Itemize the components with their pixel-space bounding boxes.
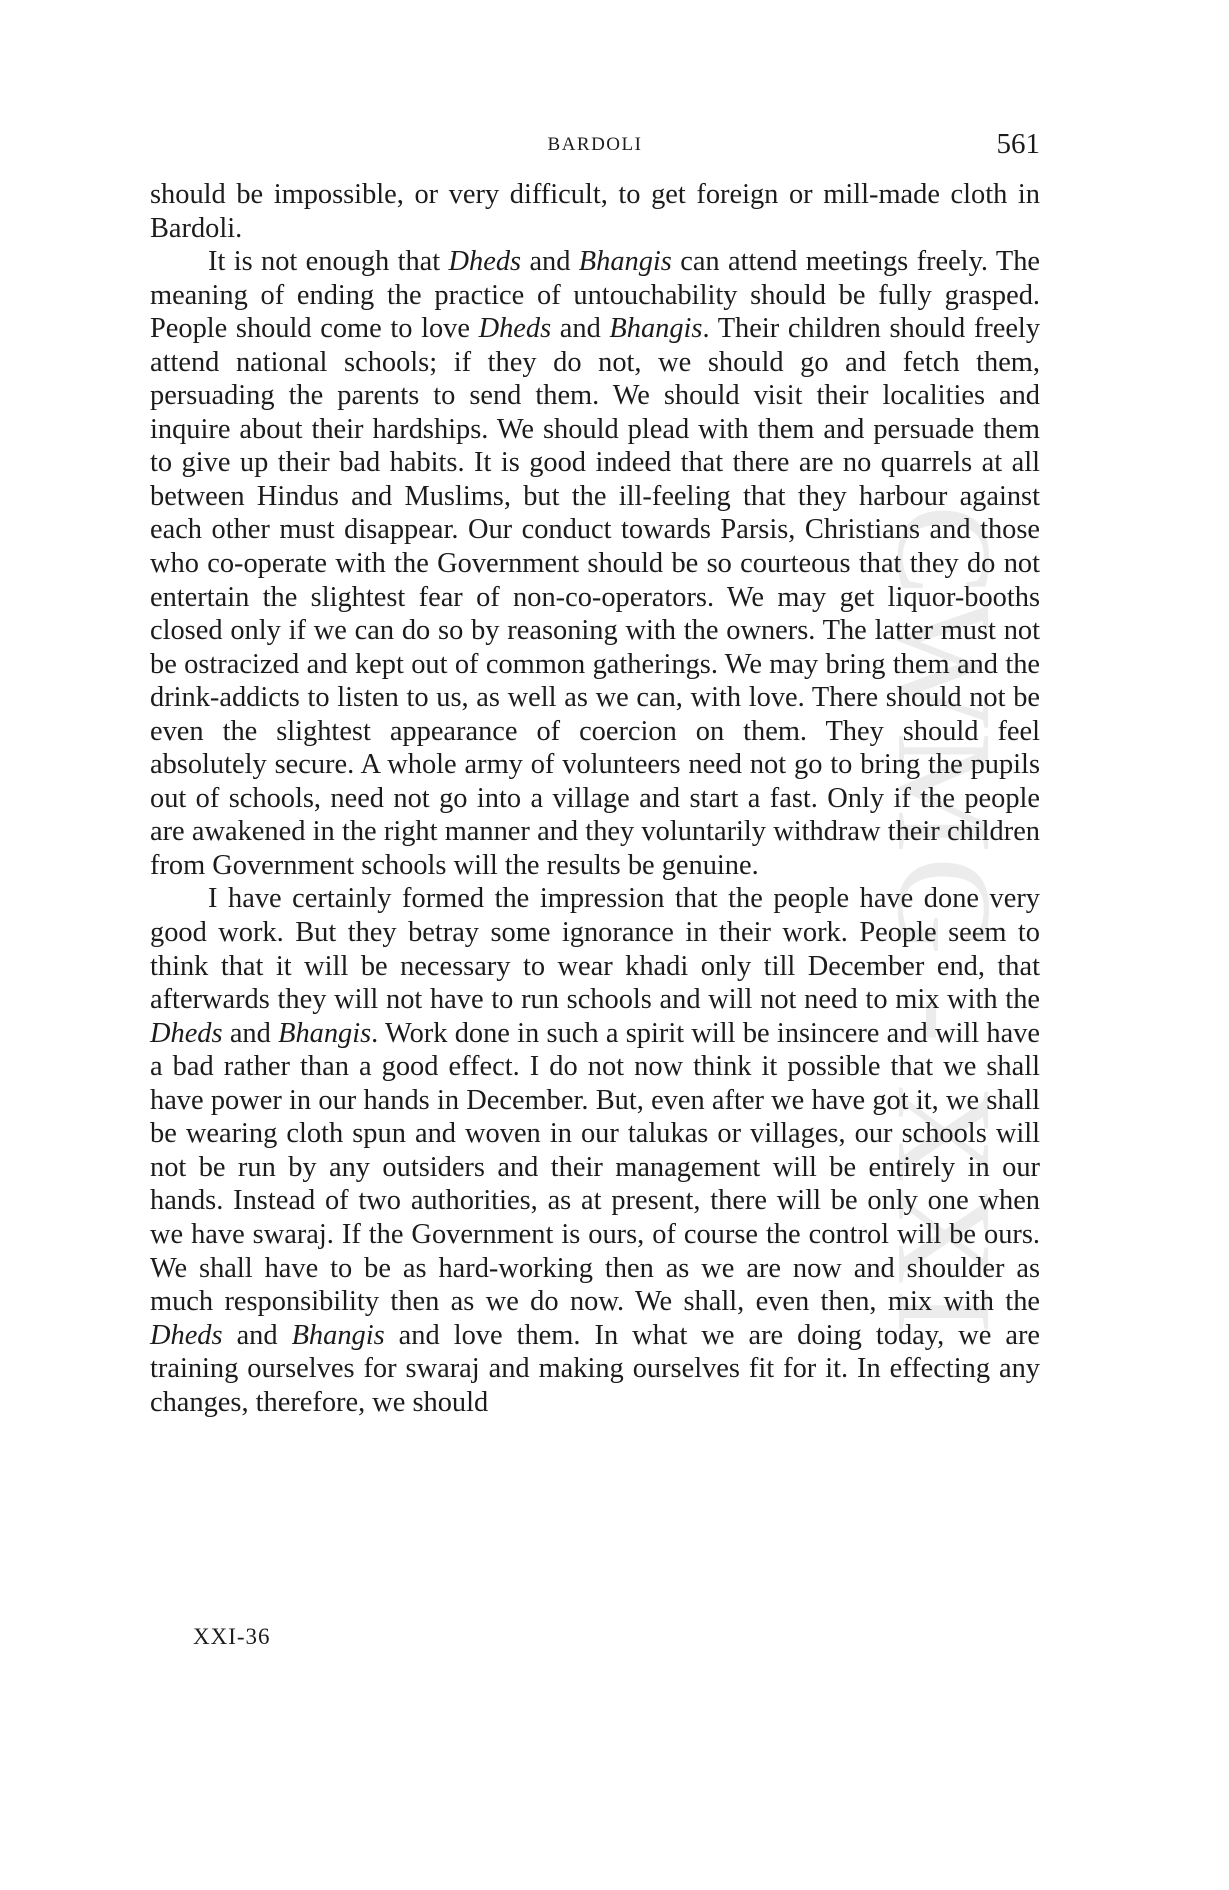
- italic-term: Dheds: [150, 1319, 223, 1351]
- running-title: BARDOLI: [547, 134, 643, 155]
- italic-term: Dheds: [478, 313, 552, 345]
- paragraph: [150, 245, 1040, 882]
- body-text: [150, 178, 1040, 1419]
- text-run: I have certainly formed the impression that the people have done very good work. But they betray some ignorance in their work. People seem to think that it will be necessary to wear khadi only till December end, that afterwards they will not have to run schools and will not need to mix with the: [150, 883, 1040, 1016]
- italic-term: Bhangis: [278, 1017, 372, 1049]
- text-run: and: [551, 313, 610, 345]
- italic-term: Dheds: [448, 246, 522, 278]
- text-run: . Work done in such a spirit will be insincere and will have a bad rather than a good effect. I do not now think it possible that we shall have power in our hands in December. But, even after we have got it, we shall be wearing cloth spun and woven in our talukas or villages, our schools will not be run by any outsiders and their management will be entirely in our hands. Instead of two authorities, as at present, there will be only one when we have swaraj. If the Government is ours, of course the control will be ours. We shall have to be as hard-working then as we are now and shoulder as much responsibility then as we do now. We shall, even then, mix with the: [150, 1017, 1040, 1318]
- text-run: and: [222, 1319, 292, 1351]
- signature-mark: XXI-36: [193, 1624, 271, 1649]
- italic-term: Dheds: [150, 1017, 223, 1049]
- italic-term: Bhangis: [291, 1319, 385, 1351]
- text-run: and love them. In what we are doing today, we are training ourselves for swaraj and making ourselves fit for it. In effecting any changes, therefore, we should: [150, 1319, 1041, 1418]
- text-run: and: [222, 1017, 279, 1049]
- italic-term: Bhangis: [578, 246, 672, 278]
- text-run: It is not enough that: [208, 246, 449, 278]
- running-head: [150, 128, 1040, 168]
- page-number: 561: [996, 128, 1040, 160]
- text-run: . Their children should freely attend national schools; if they do not, we should go and fetch them, persuading the parents to send them. We should visit their localities and inquire about their hardships. We should plead with them and persuade them to give up their bad habits. It is good indeed that there are no quarrels at all between Hindus and Muslims, but the ill-feeling that they harbour against each other must disappear. Our conduct towards Parsis, Christians and those who co-operate with the Government should be so courteous that they do not entertain the slightest fear of non-co-operators. We may get liquor-booths closed only if we can do so by reasoning with the owners. The latter must not be ostracized and kept out of common gatherings. We may bring them and the drink-addicts to listen to us, as well as we can, with love. There should not be even the slightest appearance of coercion on them. They should feel absolutely secure. A whole army of volunteers need not go to bring the pupils out of schools, need not go into a village and start a fast. Only if the people are awakened in the right manner and they voluntarily withdraw their children from Government schools will the results be genuine.: [150, 313, 1041, 881]
- italic-term: Bhangis: [609, 313, 703, 345]
- text-run: and: [521, 246, 579, 278]
- paragraph: [150, 882, 1040, 1419]
- text-run: can attend meetings freely. The meaning of ending the practice of untouchability should be fully grasped. People should come to love: [150, 246, 1041, 345]
- text-run: should be impossible, or very difficult, to get foreign or mill-made cloth in Bardoli.: [150, 179, 1040, 244]
- watermark-text: CWMG - XXI: [869, 505, 1019, 1339]
- paragraph: [150, 178, 1040, 245]
